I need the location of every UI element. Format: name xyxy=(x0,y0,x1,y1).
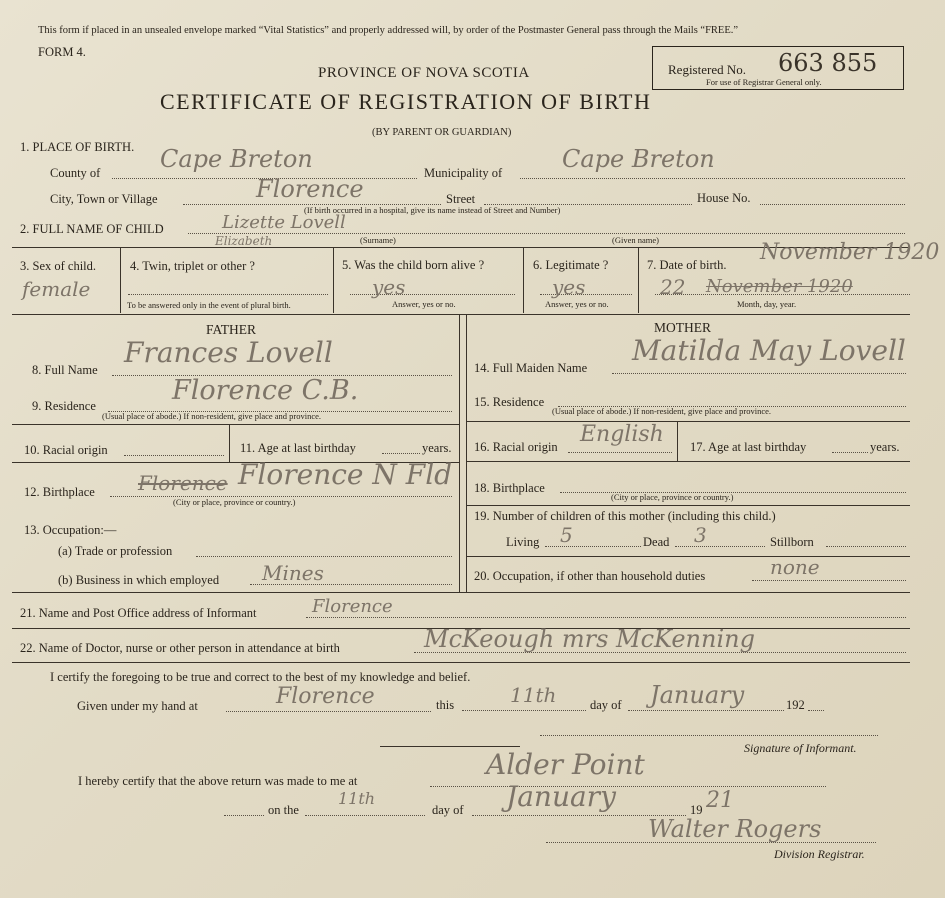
col-divider-d xyxy=(638,247,639,313)
mother-racial-divider xyxy=(677,421,678,461)
row-divider-2 xyxy=(12,314,910,315)
registrar-year-suffix: 21 xyxy=(706,788,734,813)
father-name-value: Frances Lovell xyxy=(124,336,333,369)
father-heading: FATHER xyxy=(206,322,257,337)
given-day-of-label: day of xyxy=(590,698,622,712)
house-label: House No. xyxy=(697,191,751,205)
alive-note: Answer, yes or no. xyxy=(392,299,456,309)
legitimate-value: yes xyxy=(552,275,586,299)
street-label: Street xyxy=(446,192,476,206)
sex-label: 3. Sex of child. xyxy=(20,259,97,273)
alive-value: yes xyxy=(372,275,406,299)
registrar-title: Division Registrar. xyxy=(774,847,865,861)
certificate-subtitle: (BY PARENT OR GUARDIAN) xyxy=(372,127,512,138)
mother-racial-label: 16. Racial origin xyxy=(474,440,558,454)
registrar-use-note: For use of Registrar General only. xyxy=(706,77,822,87)
given-place-value: Florence xyxy=(276,684,375,709)
father-residence-label: 9. Residence xyxy=(32,399,96,413)
business-label: (b) Business in which employed xyxy=(58,573,220,587)
mother-racial-line xyxy=(568,452,672,453)
registrar-certify-text: I hereby certify that the above return was made to me at xyxy=(78,774,358,788)
father-birthplace-note: (City or place, province or country.) xyxy=(173,497,296,507)
registrar-place-line xyxy=(430,786,826,787)
mother-divider-2 xyxy=(466,461,910,462)
city-value: Florence xyxy=(256,175,364,203)
mother-age-unit: years. xyxy=(870,440,900,454)
living-value: 5 xyxy=(560,523,573,547)
attendant-value: McKeough mrs McKenning xyxy=(424,625,755,653)
father-racial-line xyxy=(124,455,224,456)
father-age-line xyxy=(382,453,420,454)
registrar-signature: Walter Rogers xyxy=(648,815,822,843)
mother-occupation-label: 20. Occupation, if other than household duties xyxy=(474,569,706,583)
col-divider-b xyxy=(333,247,334,313)
mother-name-line xyxy=(612,373,906,374)
father-birthplace-struck: Florence xyxy=(138,471,228,495)
mother-birthplace-note: (City or place, province or country.) xyxy=(611,492,734,502)
twin-line xyxy=(128,294,328,295)
municipality-label: Municipality of xyxy=(424,166,503,180)
trade-label: (a) Trade or profession xyxy=(58,544,173,558)
father-residence-value: Florence C.B. xyxy=(172,375,359,406)
sex-value: female xyxy=(22,277,91,301)
informant-signature-line xyxy=(540,735,878,736)
stillborn-line xyxy=(826,546,906,547)
father-birthplace-value: Florence N Fld xyxy=(238,458,453,491)
certify-text: I certify the foregoing to be true and correct to the best of my knowledge and belief. xyxy=(50,670,471,684)
registrar-day-value: 11th xyxy=(338,789,376,808)
dead-value: 3 xyxy=(694,523,707,547)
mother-heading: MOTHER xyxy=(654,320,711,335)
parent-divider-right xyxy=(466,314,467,592)
father-age-label: 11. Age at last birthday xyxy=(240,441,356,455)
given-place-line xyxy=(226,711,431,712)
mother-birthplace-label: 18. Birthplace xyxy=(474,481,545,495)
father-racial-divider xyxy=(229,424,230,462)
father-birthplace-label: 12. Birthplace xyxy=(24,485,95,499)
child-name-value: Lizette Lovell xyxy=(222,212,346,233)
postal-notice: This form if placed in an unsealed envelope marked “Vital Statistics” and properly addressed will, by order of the Postmaster General pass through the Mails “FREE.” xyxy=(38,25,739,36)
registrar-year-prefix: 19 xyxy=(690,803,703,817)
business-value: Mines xyxy=(262,561,324,585)
mother-occupation-value: none xyxy=(770,555,820,579)
mother-divider-4 xyxy=(466,556,910,557)
hospital-note: (If birth occurred in a hospital, give its name instead of Street and Number) xyxy=(304,205,561,215)
attendant-label: 22. Name of Doctor, nurse or other person in attendance at birth xyxy=(20,641,340,655)
informant-line xyxy=(306,617,906,618)
given-month-line xyxy=(628,710,784,711)
certificate-title: CERTIFICATE OF REGISTRATION OF BIRTH xyxy=(160,89,652,114)
place-of-birth-heading: 1. PLACE OF BIRTH. xyxy=(20,140,135,154)
dob-day-value: 22 xyxy=(660,275,686,299)
mother-age-label: 17. Age at last birthday xyxy=(690,440,807,454)
dead-line xyxy=(675,546,765,547)
registrar-place-value: Alder Point xyxy=(486,748,645,781)
registrar-on-pre-line xyxy=(224,815,264,816)
on-the-label: on the xyxy=(268,803,299,817)
father-name-label: 8. Full Name xyxy=(32,363,98,377)
given-day-value: 11th xyxy=(510,683,557,707)
given-day-line xyxy=(462,710,586,711)
registrar-month-value: January xyxy=(506,780,616,813)
given-label: Given under my hand at xyxy=(77,699,198,713)
twin-label: 4. Twin, triplet or other ? xyxy=(130,259,255,273)
municipality-value: Cape Breton xyxy=(562,145,715,173)
row-divider-3 xyxy=(12,592,910,593)
registered-label: Registered No. xyxy=(668,62,746,77)
surname-note: (Surname) xyxy=(360,235,396,245)
informant-value: Florence xyxy=(312,596,393,617)
mother-divider-1 xyxy=(466,421,910,422)
county-value: Cape Breton xyxy=(160,145,313,173)
mother-name-value: Matilda May Lovell xyxy=(632,334,906,367)
dob-note: Month, day, year. xyxy=(737,299,797,309)
mother-divider-3 xyxy=(466,505,910,506)
father-divider-1 xyxy=(12,424,459,425)
legitimate-label: 6. Legitimate ? xyxy=(533,258,609,272)
this-label: this xyxy=(436,698,455,712)
children-label: 19. Number of children of this mother (including this child.) xyxy=(474,509,776,523)
col-divider-a xyxy=(120,247,121,313)
mother-age-line xyxy=(832,452,868,453)
informant-label: 21. Name and Post Office address of Informant xyxy=(20,606,257,620)
municipality-line xyxy=(520,178,905,179)
father-age-unit: years. xyxy=(422,441,452,455)
child-name-correction: Elizabeth xyxy=(215,234,273,248)
twin-note: To be answered only in the event of plural birth. xyxy=(127,300,291,310)
mother-occupation-line xyxy=(752,580,906,581)
mother-residence-label: 15. Residence xyxy=(474,395,545,409)
given-year-line xyxy=(808,710,824,711)
mother-residence-note: (Usual place of abode.) If non-resident, give place and province. xyxy=(552,406,772,416)
house-line xyxy=(760,204,905,205)
registered-number: 663 855 xyxy=(778,49,878,77)
father-racial-label: 10. Racial origin xyxy=(24,443,108,457)
province-heading: PROVINCE OF NOVA SCOTIA xyxy=(318,65,530,81)
child-name-label: 2. FULL NAME OF CHILD xyxy=(20,222,164,236)
col-divider-c xyxy=(523,247,524,313)
form-number: FORM 4. xyxy=(38,45,86,59)
registrar-day-of-label: day of xyxy=(432,803,464,817)
given-year-prefix: 192 xyxy=(786,698,805,712)
row-divider-5 xyxy=(12,662,910,663)
registrar-day-line xyxy=(305,815,425,816)
alive-label: 5. Was the child born alive ? xyxy=(342,258,485,272)
county-label: County of xyxy=(50,166,101,180)
dob-label: 7. Date of birth. xyxy=(647,258,727,272)
given-name-note: (Given name) xyxy=(612,235,659,245)
city-label: City, Town or Village xyxy=(50,192,158,206)
stillborn-label: Stillborn xyxy=(770,535,814,549)
dob-value-top: November 1920 xyxy=(760,240,940,265)
signature-informant-label: Signature of Informant. xyxy=(744,741,857,755)
trade-line xyxy=(196,556,452,557)
dead-label: Dead xyxy=(643,535,670,549)
signature-short-line xyxy=(380,746,520,747)
occupation-label: 13. Occupation:— xyxy=(24,523,117,537)
legitimate-note: Answer, yes or no. xyxy=(545,299,609,309)
mother-racial-value: English xyxy=(580,422,664,447)
mother-name-label: 14. Full Maiden Name xyxy=(474,361,588,375)
father-residence-note: (Usual place of abode.) If non-resident, give place and province. xyxy=(102,411,322,421)
living-label: Living xyxy=(506,535,540,549)
parent-divider-left xyxy=(459,314,460,592)
dob-struck-value: November 1920 xyxy=(706,276,853,297)
dob-line xyxy=(655,294,910,295)
given-month-value: January xyxy=(650,681,745,709)
